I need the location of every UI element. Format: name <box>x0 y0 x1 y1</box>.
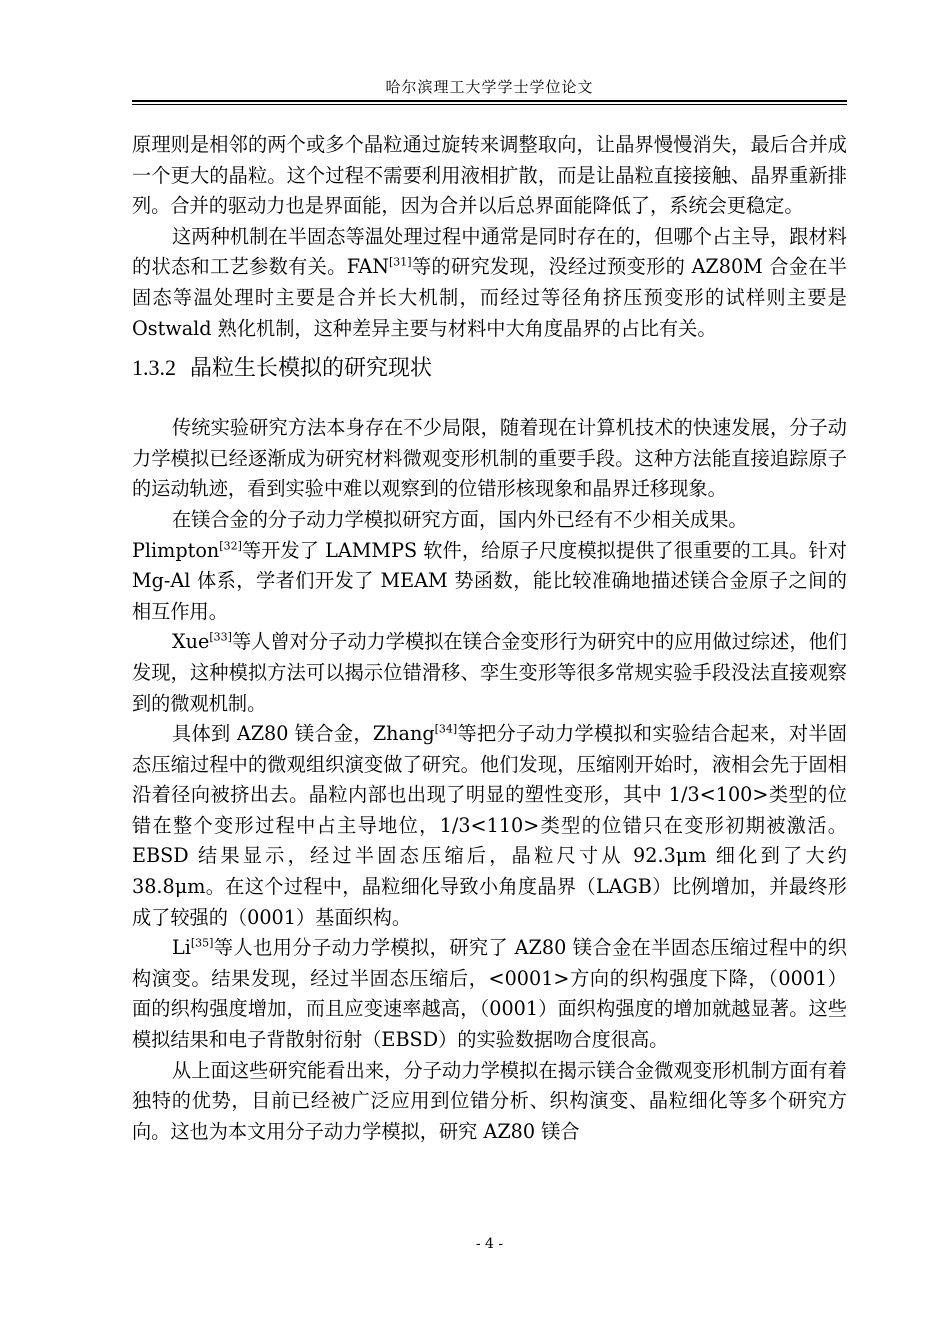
page-header: 哈尔滨理工大学学士学位论文 <box>385 78 594 96</box>
paragraph-7-text-b: 等把分子动力学模拟和实验结合起来，对半固态压缩过程中的微观组织演变做了研究。他们发现，压缩刚开始时，液相会先于固相沿着径向被挤出去。晶粒内部也出现了明显的塑性变形，其中 1/3<100>类型的位错在整个变形过程中占主导地位，1/3<110>类型的位错只在变形初期被激活。EBSD 结果显示，经过半固态压缩后，晶粒尺寸从 92.3μm 细化到了大约 38.8μm。在这个过程中，晶粒细化导致小角度晶界（LAGB）比例增加，并最终形成了较强的（0001）基面织构。 <box>132 722 847 929</box>
page-body <box>132 130 847 1147</box>
section-heading <box>132 350 847 387</box>
paragraph-7-text-a: 具体到 AZ80 镁合金，Zhang <box>172 722 435 746</box>
paragraph-2-text-a: 这两种机制在半固态等温处理过程中通常是同时存在的，但哪个占主导，跟材料的状态和工艺参数有关。FAN <box>132 224 847 279</box>
section-title: 晶粒生长模拟的研究现状 <box>190 356 433 382</box>
paragraph-7 <box>132 719 847 933</box>
page-number: - 4 - <box>475 1236 504 1252</box>
citation-34: [34] <box>434 722 458 736</box>
paragraph-8 <box>132 933 847 1055</box>
paragraph-5 <box>132 536 847 628</box>
paragraph-4: 在镁合金的分子动力学模拟研究方面，国内外已经有不少相关成果。 <box>172 507 748 531</box>
citation-31: [31] <box>388 255 412 269</box>
paragraph-6 <box>132 627 847 719</box>
paragraph-2 <box>132 222 847 344</box>
header-rule-thick <box>132 100 847 102</box>
paragraph-2-text-b: 等的研究发现，没经过预变形的 AZ80M 合金在半固态等温处理时主要是合并长大机制，而经过等径角挤压预变形的试样则主要是 Ostwald 熟化机制，这种差异主要与材料中大角度晶界的占比有关。 <box>132 255 847 340</box>
paragraph-8-text-a: Li <box>172 936 191 960</box>
paragraph-5-text-b: 等开发了 LAMMPS 软件，给原子尺度模拟提供了很重要的工具。针对 Mg-Al 体系，学者们开发了 MEAM 势函数，能比较准确地描述镁合金原子之间的相互作用。 <box>132 538 847 623</box>
citation-35: [35] <box>190 936 214 950</box>
citation-32: [32] <box>219 539 242 553</box>
paragraph-9: 从上面这些研究能看出来，分子动力学模拟在揭示镁合金微观变形机制方面有着独特的优势，目前已经被广泛应用到位错分析、织构演变、晶粒细化等多个研究方向。这也为本文用分子动力学模拟，研究 AZ80 镁合 <box>132 1058 847 1143</box>
paragraph-8-text-b: 等人也用分子动力学模拟，研究了 AZ80 镁合金在半固态压缩过程中的织构演变。结果发现，经过半固态压缩后，<0001>方向的织构强度下降，（0001）面的织构强度增加，而且应变速率越高，（0001）面织构强度的增加就越显著。这些模拟结果和电子背散射衍射（EBSD）的实验数据吻合度很高。 <box>132 936 847 1052</box>
header-rule-thin <box>132 104 847 105</box>
paragraph-5-text-a: Plimpton <box>132 538 220 562</box>
paragraph-6-text-a: Xue <box>172 630 210 654</box>
section-number: 1.3.2 <box>132 355 176 381</box>
paragraph-3: 传统实验研究方法本身存在不少局限，随着现在计算机技术的快速发展，分子动力学模拟已经逐渐成为研究材料微观变形机制的重要手段。这种方法能直接追踪原子的运动轨迹，看到实验中难以观察到的位错形核现象和晶界迁移现象。 <box>132 416 847 501</box>
paragraph-1: 原理则是相邻的两个或多个晶粒通过旋转来调整取向，让晶界慢慢消失，最后合并成一个更大的晶粒。这个过程不需要利用液相扩散，而是让晶粒直接接触、晶界重新排列。合并的驱动力也是界面能，因为合并以后总界面能降低了，系统会更稳定。 <box>132 133 847 218</box>
citation-33: [33] <box>209 630 232 644</box>
paragraph-6-text-b: 等人曾对分子动力学模拟在镁合金变形行为研究中的应用做过综述，他们发现，这种模拟方法可以揭示位错滑移、孪生变形等很多常规实验手段没法直接观察到的微观机制。 <box>132 630 847 715</box>
